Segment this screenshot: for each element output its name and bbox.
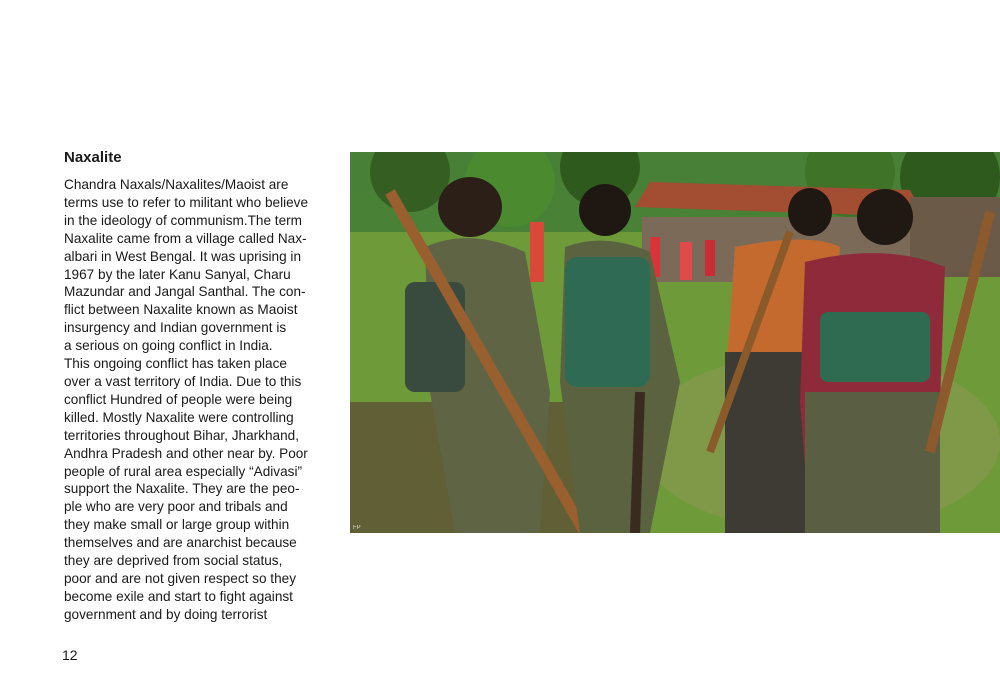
article-body (64, 176, 334, 624)
body-line: Mazundar and Jangal Santhal. The con- (64, 284, 306, 300)
page-number: 12 (62, 647, 78, 663)
body-line: Naxalite came from a village called Nax- (64, 230, 307, 246)
body-line: over a vast territory of India. Due to this (64, 373, 302, 389)
article-heading: Naxalite (64, 149, 122, 166)
body-line: flict between Naxalite known as Maoist (64, 302, 298, 318)
body-line: Chandra Naxals/Naxalites/Maoist are (64, 177, 289, 192)
body-line: government and by doing terrorist (64, 606, 268, 622)
body-line: This ongoing conflict has taken place (64, 356, 287, 372)
body-line: albari in West Bengal. It was uprising in (64, 248, 302, 264)
body-line: a serious on going conflict in India. (64, 338, 273, 354)
body-line: terms use to refer to militant who believe (64, 194, 309, 210)
body-line: people of rural area especially “Adivasi” (64, 463, 303, 479)
body-line: territories throughout Bihar, Jharkhand, (64, 427, 300, 443)
article-photo (350, 152, 1000, 533)
body-line: themselves and are anarchist because (64, 535, 297, 551)
body-line: Andhra Pradesh and other near by. Poor (64, 445, 308, 461)
photo-credit: FP (353, 525, 361, 531)
body-line: insurgency and Indian government is (64, 320, 287, 336)
body-line: they make small or large group within (64, 517, 290, 533)
body-line: in the ideology of communism.The term (64, 212, 302, 228)
body-line: conflict Hundred of people were being (64, 391, 293, 407)
body-line: ple who are very poor and tribals and (64, 499, 288, 515)
body-line: poor and are not given respect so they (64, 570, 296, 586)
body-line: become exile and start to fight against (64, 588, 293, 604)
body-line: support the Naxalite. They are the peo- (64, 481, 300, 497)
body-line: 1967 by the later Kanu Sanyal, Charu (64, 266, 291, 282)
body-line: killed. Mostly Naxalite were controlling (64, 409, 294, 425)
body-line: they are deprived from social status, (64, 553, 283, 569)
photo-illustration (350, 152, 1000, 533)
